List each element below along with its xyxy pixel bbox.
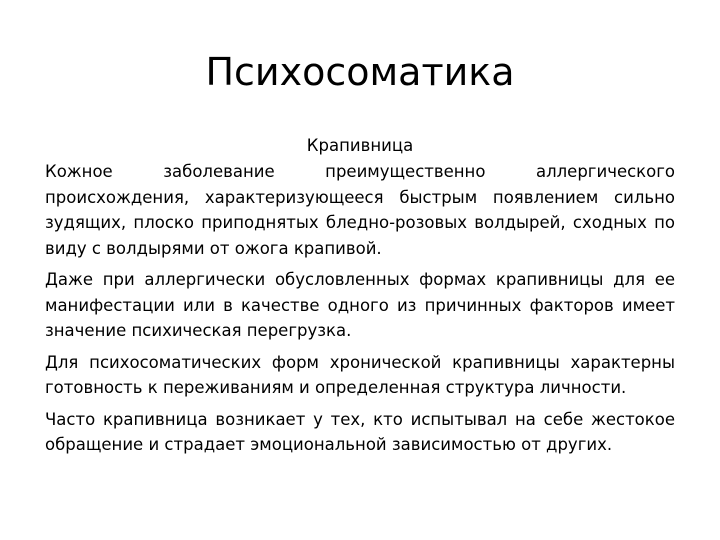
slide-title: Психосоматика <box>205 50 515 94</box>
paragraph-allergic-forms: Даже при аллергически обусловленных формах крапивницы для ее манифестации или в качестве одного из причинных факторов имеет значение психическая перегрузка. <box>45 270 675 340</box>
slide-subtitle: Крапивница <box>306 136 414 155</box>
paragraph-chronic-forms: Для психосоматических форм хронической крапивницы характерны готовность к переживаниям и определенная структура личности. <box>45 352 675 397</box>
paragraph-abuse: Часто крапивница возникает у тех, кто испытывал на себе жестокое обращение и страдает эмоциональной зависимостью от других. <box>45 409 675 454</box>
slide-content <box>45 133 675 464</box>
paragraph-definition: Кожное заболевание преимущественно аллергического происхождения, характеризующееся быстрым появлением сильно зудящих, плоско приподнятых бледно-розовых волдырей, сходных по виду с волдырями от ожога крапивой. <box>45 162 675 258</box>
